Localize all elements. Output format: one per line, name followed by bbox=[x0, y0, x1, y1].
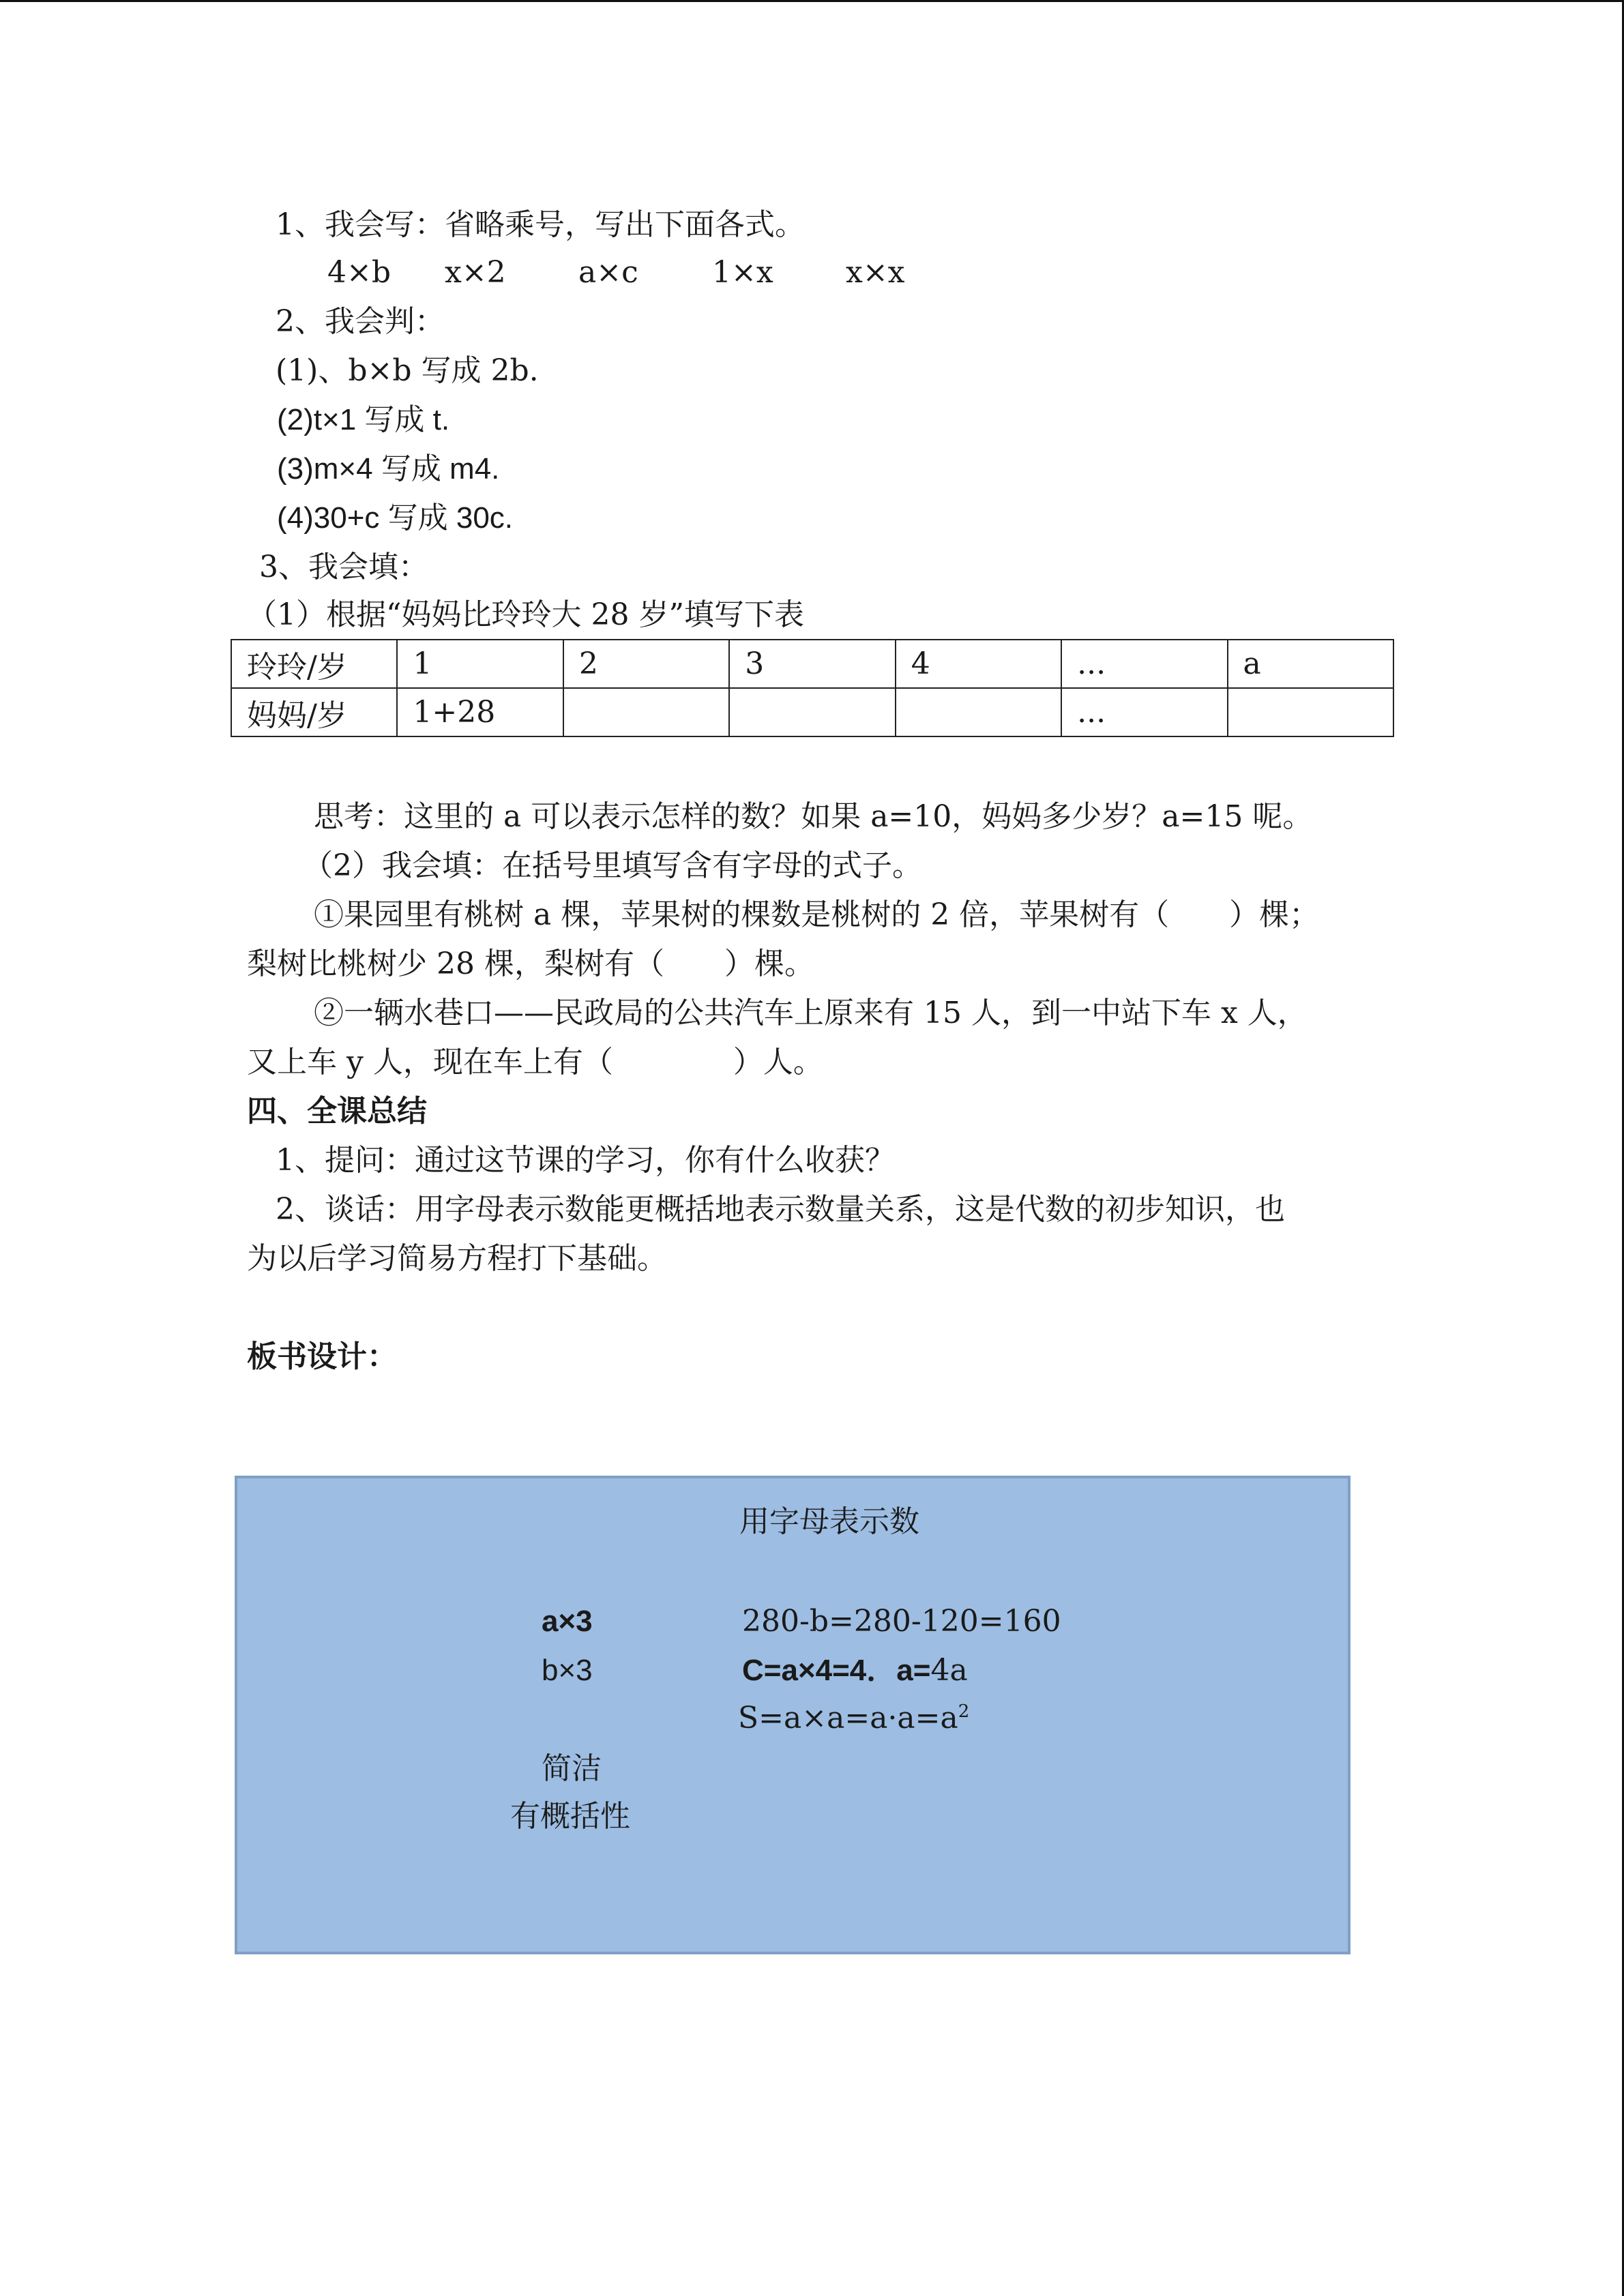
question-2-line-2: 又上车 y 人，现在车上有（ ）人。 bbox=[247, 1045, 823, 1079]
summary-p2-line-1: 2、谈话：用字母表示数能更概括地表示数量关系，这是代数的初步知识，也 bbox=[276, 1192, 1285, 1227]
board-right-2a: C=a×4=4．a= bbox=[742, 1654, 931, 1687]
table-cell bbox=[896, 688, 1061, 736]
board-left-3: 简洁 bbox=[542, 1751, 602, 1786]
table-cell: ... bbox=[1061, 640, 1227, 688]
board-left-2: b×3 bbox=[542, 1654, 593, 1687]
table-cell: 1+28 bbox=[397, 688, 563, 736]
table-cell bbox=[1228, 688, 1393, 736]
summary-p1: 1、提问：通过这节课的学习，你有什么收获？ bbox=[276, 1143, 895, 1178]
board-right-3-text: S=a×a=a·a=a bbox=[738, 1701, 958, 1735]
board-right-1: 280-b=280-120=160 bbox=[742, 1604, 1061, 1639]
think-question: 思考：这里的 a 可以表示怎样的数？如果 a=10，妈妈多少岁？a=15 呢。 bbox=[314, 799, 1313, 834]
blackboard-box bbox=[235, 1476, 1350, 1954]
board-title: 用字母表示数 bbox=[739, 1504, 919, 1539]
expr-4: 1×x bbox=[712, 255, 773, 290]
fill-subheading: （2）我会填：在括号里填写含有字母的式子。 bbox=[303, 848, 922, 883]
board-left-1: a×3 bbox=[542, 1605, 593, 1638]
board-right-3-exponent: 2 bbox=[958, 1701, 970, 1722]
board-design-heading: 板书设计： bbox=[247, 1340, 397, 1373]
section2-heading: 2、我会判： bbox=[276, 304, 445, 339]
expr-5: x×x bbox=[846, 255, 905, 290]
table-cell: 2 bbox=[563, 640, 729, 688]
top-rule bbox=[0, 0, 1624, 2]
section3-heading: 3、我会填： bbox=[259, 550, 428, 584]
table-cell: a bbox=[1228, 640, 1393, 688]
board-right-3 bbox=[738, 1698, 969, 1739]
question-1-line-1: ①果园里有桃树 a 棵，苹果树的棵数是桃树的 2 倍，苹果树有（ ）棵； bbox=[314, 897, 1320, 932]
section1-heading: 1、我会写：省略乘号，写出下面各式。 bbox=[276, 207, 805, 242]
table-row bbox=[231, 640, 1393, 688]
judge-item-4: (4)30+c 写成 30c. bbox=[277, 501, 514, 535]
table-caption: （1）根据“妈妈比玲玲大 28 岁”填写下表 bbox=[247, 597, 804, 632]
judge-item-1: (1)、b×b 写成 2b. bbox=[276, 353, 539, 388]
table-row bbox=[231, 688, 1393, 736]
age-table bbox=[231, 639, 1394, 737]
table-cell: 玲玲/岁 bbox=[231, 640, 397, 688]
table-cell: 3 bbox=[729, 640, 895, 688]
board-right-2 bbox=[742, 1650, 968, 1691]
expr-2: x×2 bbox=[445, 255, 506, 290]
summary-p2-line-2: 为以后学习简易方程打下基础。 bbox=[247, 1241, 667, 1276]
board-right-2b: 4a bbox=[930, 1653, 968, 1688]
question-2-line-1: ②一辆水巷口——民政局的公共汽车上原来有 15 人，到一中站下车 x 人， bbox=[314, 996, 1308, 1030]
table-cell bbox=[729, 688, 895, 736]
expr-1: 4×b bbox=[327, 255, 392, 290]
table-cell: 4 bbox=[896, 640, 1061, 688]
summary-heading: 四、全课总结 bbox=[247, 1094, 427, 1128]
table-cell: 1 bbox=[397, 640, 563, 688]
table-cell: 妈妈/岁 bbox=[231, 688, 397, 736]
expr-3: a×c bbox=[578, 255, 638, 290]
judge-item-2: (2)t×1 写成 t. bbox=[277, 403, 450, 436]
table-cell: ... bbox=[1061, 688, 1227, 736]
board-left-4: 有概括性 bbox=[510, 1799, 630, 1834]
judge-item-3: (3)m×4 写成 m4. bbox=[277, 452, 500, 486]
table-cell bbox=[563, 688, 729, 736]
question-1-line-2: 梨树比桃树少 28 棵，梨树有（ ）棵。 bbox=[247, 946, 814, 981]
